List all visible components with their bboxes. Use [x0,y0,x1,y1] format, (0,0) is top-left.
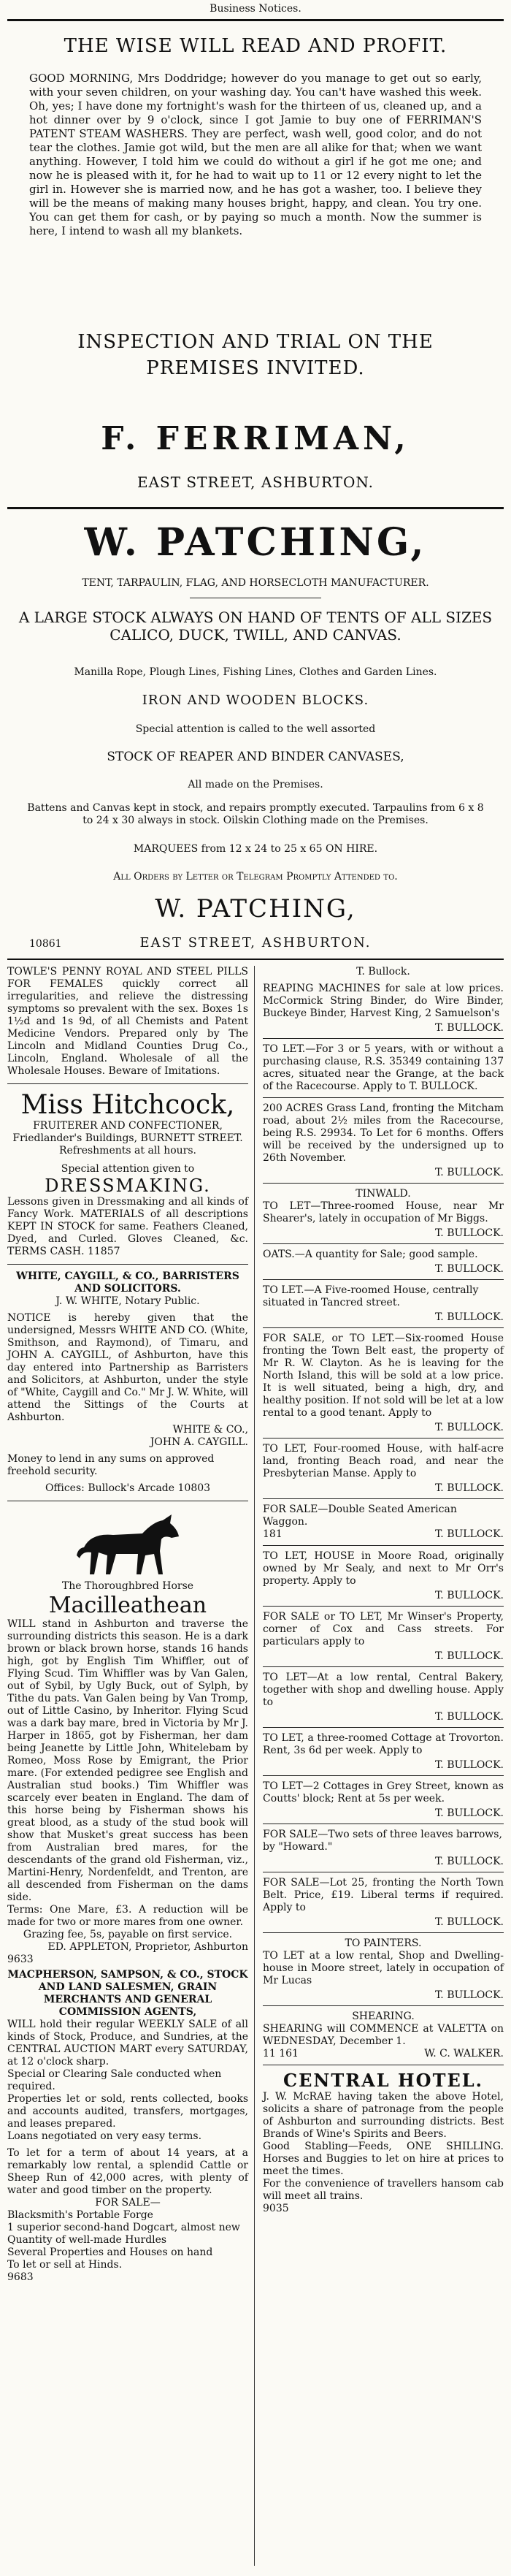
wagon-ref: 181 [263,1528,283,1540]
horse-label: The Thoroughbred Horse [61,1580,194,1592]
patching-trade: TENT, TARPAULIN, FLAG, AND HORSECLOTH MANUFACTURER. [82,577,429,589]
macpherson-sale: FOR SALE— [95,2197,161,2209]
tinwald-ad: TO LET—Three-roomed House, near Mr Shearer's, lately in occupation of Mr Biggs. [263,1200,504,1224]
signature: T. BULLOCK. [435,1856,504,1867]
macpherson-prop: Properties let or sold, rents collected, books and accounts audited, transfers, mortgages, and leases prepared. [7,2093,248,2130]
signature: T. BULLOCK. [435,1528,504,1540]
signature: T. BULLOCK. [435,1422,504,1433]
divider [263,1727,504,1728]
white-money: Money to lend in any sums on approved freehold security. [7,1453,215,1477]
patching-canvases: STOCK OF REAPER AND BINDER CANVASES, [107,750,404,764]
signature: T. BULLOCK. [435,1482,504,1494]
inspection-text: INSPECTION AND TRIAL ON THE PREMISES INVITED. [77,331,434,379]
winser-ad: FOR SALE or TO LET, Mr Winser's Property, corner of Cox and Cass streets. For particulars apply to [263,1611,504,1647]
divider [263,1498,504,1499]
column-header: Business Notices. [210,3,301,15]
signature: T. BULLOCK. [435,1022,504,1034]
painters-head: TO PAINTERS. [345,1937,422,1949]
divider [263,1183,504,1184]
signature: T. BULLOCK. [435,1227,504,1239]
patching-marquees: MARQUEES from 12 x 24 to 25 x 65 ON HIRE. [133,843,378,855]
acres-ad: 200 ACRES Grass Land, fronting the Mitcham road, about 2½ miles from the Racecourse, being R.S. 29934. To Let for 6 months. Offers will be received by the undersigned up to 26th November. [263,1102,504,1164]
bullock-head: T. Bullock. [356,966,410,978]
patching-battens: Battens and Canvas kept in stock, and repairs promptly executed. Tarpaulins from 6 x 8 to 24 x 30 always in stock. Oilskin Clothing made on the Premises. [27,802,484,826]
towle-ad: TOWLE'S PENNY ROYAL AND STEEL PILLS FOR FEMALES quickly correct all irregularities, and relieve the distressing symptoms so prevalent with the sex. Boxes 1s 1½d and 1s 9d, of all Chemists and Patent Medicine Vendors. Prepared only by The Lincoln and Midland Counties Drug Co., Lincoln, England. Wholesale of all the Wholesale Houses. Beware of Imitations. [7,966,248,1077]
horse-body: WILL stand in Ashburton and traverse the surrounding districts this season. He is a dark brown or black brown horse, stands 16 hands high, got by English Tim Whiffler, out of Flying Scud. Tim Whiffler was by Van Galen, out of Sybil, by Ugly Buck, out of Sylph, by Tithe du pats. Van Galen being by Van Tromp, out of Little Casino, by Inheritor. Flying Scud was a dark bay mare, bred in Victoria by Mr J. Harper in 1865, got by Fisherman, her dam being Jeanette by Little John, Whitelebam by Romeo, Moss Rose by Emigrant, the Prior mare. (For extended pedigree see English and Australian stud books.) Tim Whiffler was scarcely ever beaten in England. The dam of this horse being by Fisherman shows his great blood, as a study of the stud book will show that Musket's great success has been from Australian bred mares, for the descendants of the grand old Fisherman, viz., Martini-Henry, Nordenfeldt, and Trenton, are all descended from Fisherman on the dams side. [7,1618,248,1903]
oats-ad: OATS.—A quantity for Sale; good sample. [263,1249,478,1260]
horse-name: Macilleathean [48,1593,207,1618]
macpherson-body: WILL hold their regular WEEKLY SALE of all kinds of Stock, Produce, and Sundries, at the CENTRAL AUCTION MART every SATURDAY, at 12 o'clock sharp. [7,2019,248,2068]
divider [263,1932,504,1933]
macpherson-items: Blacksmith's Portable Forge 1 superior second-hand Dogcart, almost new Quantity of well-made Hurdles Several Properties and Houses on hand To let or sell at Hinds. [7,2209,240,2271]
divider [7,959,504,960]
patching-blocks: IRON AND WOODEN BLOCKS. [142,693,369,708]
macpherson-title: MACPHERSON, SAMPSON, & CO., STOCK AND LAND SALESMEN, GRAIN MERCHANTS AND GENERAL COMMISSION AGENTS, [7,1969,248,2018]
column-rule [254,966,255,2566]
patching-name-2: W. PATCHING, [155,894,356,923]
patching-address: EAST STREET, ASHBURTON. [139,935,372,950]
divider [263,1279,504,1280]
patching-ref: 10861 [29,938,62,950]
divider [263,1606,504,1607]
hitchcock-body: Lessons given in Dressmaking and all kinds of Fancy Work. MATERIALS of all descriptions KEPT IN STOCK for same. Feathers Cleaned, Dyed, and Curled. Gloves Cleaned, &c. TERMS CASH. 11857 [7,1196,248,1257]
signature: T. BULLOCK. [435,1167,504,1178]
fiveroom-ad: TO LET.—A Five-roomed House, centrally situated in Tancred street. [263,1284,479,1308]
white-sign-2: JOHN A. CAYGILL. [150,1436,248,1448]
cottages-ad: TO LET—2 Cottages in Grey Street, known as Coutts' block; Rent at 5s per week. [263,1780,504,1805]
signature: T. BULLOCK. [435,1711,504,1723]
divider [7,19,504,21]
signature: T. BULLOCK. [435,1759,504,1771]
shearing-footer [263,2048,504,2060]
white-sign-1: WHITE & CO., [172,1424,248,1436]
hotel-last: For the convenience of travellers hansom cab will meet all trains. [263,2178,504,2202]
wise-body: GOOD MORNING, Mrs Doddridge; however do you manage to get out so early, with your seven children, on your washing day. You can't have washed this week. Oh, yes; I have done my fortnight's wash for the thirteen of us, cleaned up, and a hot dinner over by 9 o'clock, since I got Jamie to buy one of FERRIMAN'S PATENT STEAM WASHERS. They are perfect, wash well, good color, and do not tear the clothes. Jamie got wild, but the men are all alike for that; when we want anything. However, I told him we could do without a girl if he got me one; and now he is pleased with it, for he had to wait up to 11 or 12 every night to let the girl in. However she is married now, and he has got a washer, too. I believe they will be the means of making many houses bright, happy, and clean. You try one. You can get them for cash, or by paying so much a month. Now the summer is here, I intend to wash all my blankets. [29,72,482,237]
white-body: NOTICE is hereby given that the undersigned, Messrs WHITE AND CO. (White, Smithson, and Raymond), of Timaru, and JOHN A. CAYGILL, of Ashburton, have this day entered into Partnership as Barristers and Solicitors, at Ashburton, under the style of "White, Caygill and Co." Mr J. W. White, will attend the Sittings of the Courts at Ashburton. [7,1312,248,1423]
wagon-footer [263,1528,504,1541]
tinwald-head: TINWALD. [356,1188,411,1200]
shearing-head: SHEARING. [352,2011,415,2022]
patching-name: W. PATCHING, [84,520,427,565]
divider [7,507,504,509]
patching-stock: A LARGE STOCK ALWAYS ON HAND OF TENTS OF ALL SIZES CALICO, DUCK, TWILL, AND CANVAS. [18,609,493,644]
painters-ad: TO LET at a low rental, Shop and Dwelling-house in Moore street, lately in occupation of Mr Lucas [263,1950,504,1986]
divider [7,1264,248,1265]
hitchcock-title: Miss Hitchcock, [20,1090,235,1120]
patching-orders: All Orders by Letter or Telegram Promptly Attended to. [113,871,398,883]
sixroom-ad: FOR SALE, or TO LET.—Six-roomed House fronting the Town Belt east, the property of Mr R. W. Clayton. As he is leaving for the North Island, this will be sold at a low price. It is well situated, being a high, dry, and healthy position. If not sold will be let at a low rental to a good tenant. Apply to [263,1333,504,1419]
signature: T. BULLOCK. [435,1590,504,1601]
divider [263,1545,504,1546]
patching-made: All made on the Premises. [188,779,323,790]
lots-ad: FOR SALE—Lot 25, fronting the North Town Belt. Price, £19. Liberal terms if required. Apply to [263,1877,504,1913]
signature: T. BULLOCK. [435,1807,504,1819]
hotel-extra: Good Stabling—Feeds, ONE SHILLING. Horses and Buggies to let on hire at prices to meet the times. [263,2141,504,2177]
barrows-ad: FOR SALE—Two sets of three leaves barrows, by "Howard." [263,1829,502,1853]
hitchcock-line-1: FRUITERER AND CONFECTIONER, Friedlander's Buildings, BURNETT STREET. [12,1120,243,1144]
ferriman-address: EAST STREET, ASHBURTON. [137,473,374,491]
white-title: WHITE, CAYGILL, & CO., BARRISTERS AND SOLICITORS. [16,1270,239,1295]
divider [263,1775,504,1776]
shearing-ref: 11 161 [263,2048,299,2059]
hitchcock-line-2: Refreshments at all hours. [59,1145,196,1156]
horse-icon [69,1507,186,1580]
shearing-ad: SHEARING will COMMENCE at VALETTA on WEDNESDAY, December 1. [263,2023,504,2047]
signature: T. BULLOCK. [435,1650,504,1662]
divider [263,1243,504,1244]
tolet-ad: TO LET.—For 3 or 5 years, with or without a purchasing clause, R.S. 35349 containing 137 acres, situated near the Grange, at the back of the Racecourse. Apply to T. BULLOCK. [263,1043,504,1092]
left-column [7,966,248,2284]
macpherson-special: Special or Clearing Sale conducted when required. [7,2068,222,2092]
horse-grazing: Grazing fee, 5s, payable on first service. [23,1929,233,1940]
divider [263,1327,504,1328]
signature: T. BULLOCK. [435,1263,504,1275]
hitchcock-line-3: Special attention given to [61,1163,195,1175]
white-sub: J. W. WHITE, Notary Public. [55,1295,200,1307]
ferriman-name: F. FERRIMAN, [101,420,410,457]
signature: W. C. WALKER. [424,2048,504,2059]
divider [263,1097,504,1098]
patching-attention: Special attention is called to the well assorted [135,723,376,735]
horse-terms: Terms: One Mare, £3. A reduction will be made for two or more mares from one owner. [7,1904,248,1928]
wise-title: THE WISE WILL READ AND PROFIT. [64,35,447,57]
signature: T. BULLOCK. [435,1989,504,2001]
macpherson-ref: 9683 [7,2271,34,2283]
wagon-ad: FOR SALE—Double Seated American Waggon. [263,1504,457,1528]
white-offices: Offices: Bullock's Arcade 10803 [45,1482,211,1494]
macpherson-loans: Loans negotiated on very easy terms. [7,2130,202,2142]
horse-ref: 9633 [7,1954,34,1965]
reaping-ad: REAPING MACHINES for sale at low prices. McCormick String Binder, do Wire Binder, Buckeye Binder, Harvest King, 2 Samuelson's [263,983,504,1019]
divider [263,2005,504,2006]
signature: T. BULLOCK. [435,1311,504,1323]
divider [263,1666,504,1667]
signature: T. BULLOCK. [435,1916,504,1928]
divider [263,1038,504,1039]
macpherson-let: To let for a term of about 14 years, at a remarkably low rental, a splendid Cattle or Sheep Run of 42,000 acres, with plenty of water and good timber on the property. [7,2147,248,2196]
hotel-ad: J. W. McRAE having taken the above Hotel, solicits a share of patronage from the people of Ashburton and surrounding districts. Best Brands of Wine's Spirits and Beers. [263,2091,504,2140]
hotel-head: CENTRAL HOTEL. [283,2070,483,2091]
divider [7,1083,248,1084]
threeroom-ad: TO LET, a three-roomed Cottage at Trovorton. Rent, 3s 6d per week. Apply to [263,1732,504,1756]
horse-sign: ED. APPLETON, Proprietor, Ashburton [47,1941,248,1953]
centra-ad: TO LET—At a low rental, Central Bakery, together with shop and dwelling house. Apply to [263,1672,504,1708]
fourroom-ad: TO LET, Four-roomed House, with half-acre land, fronting Beach road, and near the Presbyterian Manse. Apply to [263,1443,504,1479]
moore-ad: TO LET, HOUSE in Moore Road, originally owned by Mr Sealy, and next to Mr Orr's property. Apply to [263,1550,504,1587]
hitchcock-dressmaking: DRESSMAKING. [45,1175,211,1196]
hotel-ref: 9035 [263,2203,289,2214]
patching-ropes: Manilla Rope, Plough Lines, Fishing Lines, Clothes and Garden Lines. [74,666,437,678]
right-column [263,966,504,2215]
